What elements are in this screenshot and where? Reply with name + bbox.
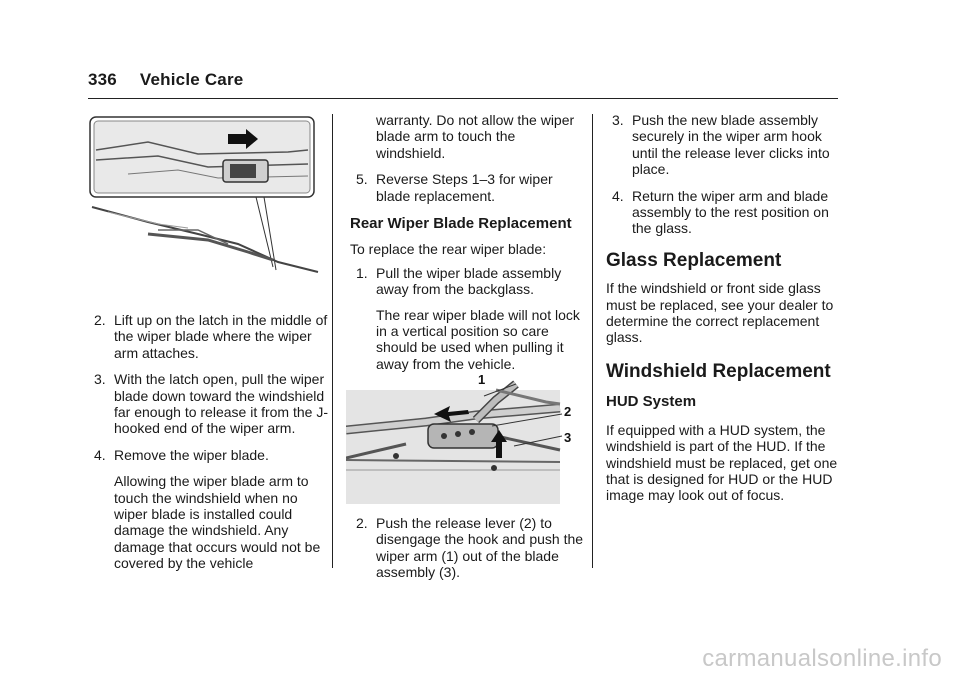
hud-system-heading: HUD System	[606, 393, 697, 411]
rear-step-1	[350, 265, 588, 298]
section-title: Vehicle Care	[139, 70, 244, 89]
step-number: 1.	[356, 264, 368, 281]
wiper-step-3	[88, 371, 328, 437]
rear-step-2	[350, 515, 588, 581]
step-number: 2.	[356, 515, 368, 531]
glass-replacement-heading: Glass Replacement	[606, 249, 782, 271]
rear-step-3	[606, 112, 842, 178]
column-3	[606, 112, 842, 504]
column-divider-2	[592, 114, 593, 568]
step-number: 4.	[612, 187, 624, 204]
step-text: Remove the wiper blade.	[114, 446, 269, 463]
step-text: Lift up on the latch in the middle of the wiper blade where the wiper arm attaches.	[114, 312, 328, 361]
continued-text: warranty. Do not allow the wiper blade arm to touch the windshield.	[376, 112, 575, 161]
watermark-brand: carmanualsonline.info	[702, 645, 942, 672]
figure-label-3: 3	[564, 430, 572, 445]
step-4-note: Allowing the wiper blade arm to touch the windshield when no wiper blade is installed could damage the windshield. Any damage that occurs would not be covered by the vehicle	[114, 473, 321, 572]
wiper-step-5	[350, 171, 588, 204]
page-number: 336	[88, 70, 117, 89]
column-2	[350, 112, 588, 372]
step-text: With the latch open, pull the wiper blade down toward the windshield far enough to release it from the J-hooked end of the wiper arm.	[114, 371, 328, 437]
rear-wiper-heading: Rear Wiper Blade Replacement	[350, 215, 572, 233]
step-text: Push the new blade assembly securely in the wiper arm hook until the release lever clicks into place.	[632, 112, 830, 178]
page-header	[88, 70, 243, 90]
column-1	[88, 312, 328, 572]
step-number: 5.	[356, 171, 368, 188]
column-2-lower	[350, 515, 588, 581]
header-rule	[88, 98, 838, 99]
rear-wiper-release-illustration	[346, 370, 578, 506]
step-text: Return the wiper arm and blade assembly to the rest position on the glass.	[632, 187, 829, 237]
step-text: Pull the wiper blade assembly away from the backglass.	[376, 264, 562, 298]
wiper-step-2	[88, 312, 328, 361]
column-divider-1	[332, 114, 333, 568]
step-number: 2.	[94, 312, 106, 328]
figure-label-1: 1	[478, 372, 486, 387]
rear-step-4	[606, 188, 842, 237]
glass-replacement-text: If the windshield or front side glass must be replaced, see your dealer to determine the correct replacement glass.	[606, 280, 834, 346]
hud-system-text: If equipped with a HUD system, the windshield is part of the HUD. If the windshield must be replaced, get one that is designed for HUD or the HUD image may look out of focus.	[606, 421, 838, 504]
wiper-latch-illustration	[88, 112, 320, 282]
step-number: 3.	[612, 112, 624, 128]
step-text: Push the release lever (2) to disengage the hook and push the wiper arm (1) out of the blade assembly (3).	[376, 515, 584, 581]
rear-step-1-note: The rear wiper blade will not lock in a vertical position so care should be used when pulling it away from the vehicle.	[376, 306, 580, 372]
step-number: 4.	[94, 446, 106, 463]
windshield-replacement-heading: Windshield Replacement	[606, 360, 831, 382]
figure-label-2: 2	[564, 404, 572, 419]
step-text: Reverse Steps 1–3 for wiper blade replacement.	[376, 171, 553, 204]
step-number: 3.	[94, 371, 106, 388]
rear-intro: To replace the rear wiper blade:	[350, 241, 547, 258]
wiper-step-4	[88, 447, 328, 463]
